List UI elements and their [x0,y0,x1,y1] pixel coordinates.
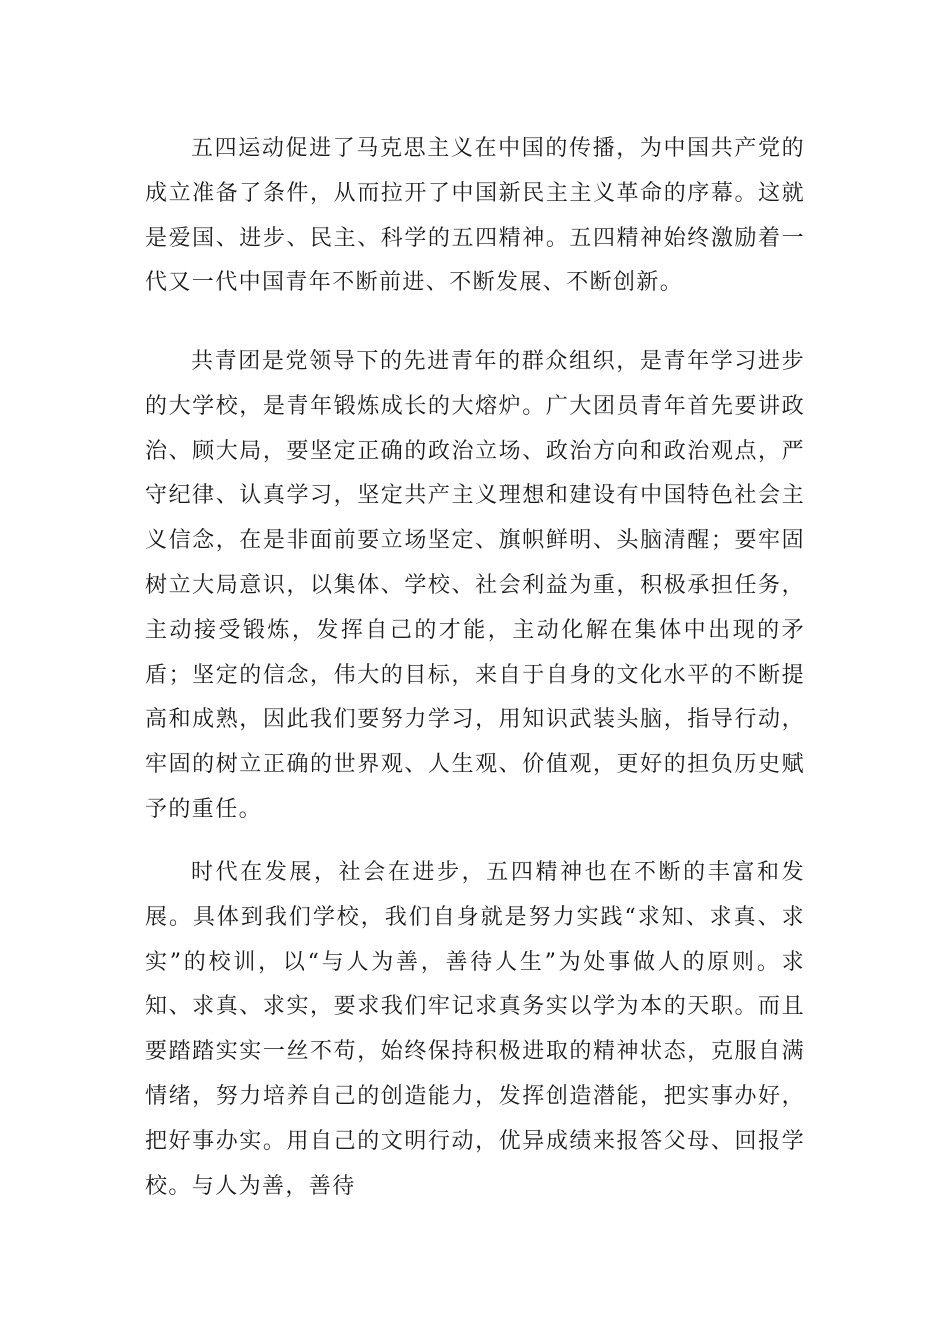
paragraph-school-motto: 时代在发展，社会在进步，五四精神也在不断的丰富和发展。具体到我们学校，我们自身就是努力实践“求知、求真、求实”的校训，以“与人为善，善待人生”为处事做人的原则。求知、求真、求实，要求我们牢记求真务实以学为本的天职。而且要踏踏实实一丝不苟，始终保持积极进取的精神状态，克服自满情绪，努力培养自己的创造能力，发挥创造潜能，把实事办好，把好事办实。用自己的文明行动，优异成绩来报答父母、回报学校。与人为善，善待 [145,860,805,1199]
paragraph-may-fourth-movement: 五四运动促进了马克思主义在中国的传播，为中国共产党的成立准备了条件，从而拉开了中国新民主主义革命的序幕。这就是爱国、进步、民主、科学的五四精神。五四精神始终激励着一代又一代中国青年不断前进、不断发展、不断创新。 [145,136,805,296]
paragraph-youth-league: 共青团是党领导下的先进青年的群众组织，是青年学习进步的大学校，是青年锻炼成长的大熔炉。广大团员青年首先要讲政治、顾大局，要坚定正确的政治立场、政治方向和政治观点，严守纪律、认真学习，坚定共产主义理想和建设有中国特色社会主义信念，在是非面前要立场坚定、旗帜鲜明、头脑清醒；要牢固树立大局意识，以集体、学校、社会利益为重，积极承担任务，主动接受锻炼，发挥自己的才能，主动化解在集体中出现的矛盾；坚定的信念，伟大的目标，来自于自身的文化水平的不断提高和成熟，因此我们要努力学习，用知识武装头脑，指导行动，牢固的树立正确的世界观、人生观、价值观，更好的担负历史赋予的重任。 [145,349,805,822]
